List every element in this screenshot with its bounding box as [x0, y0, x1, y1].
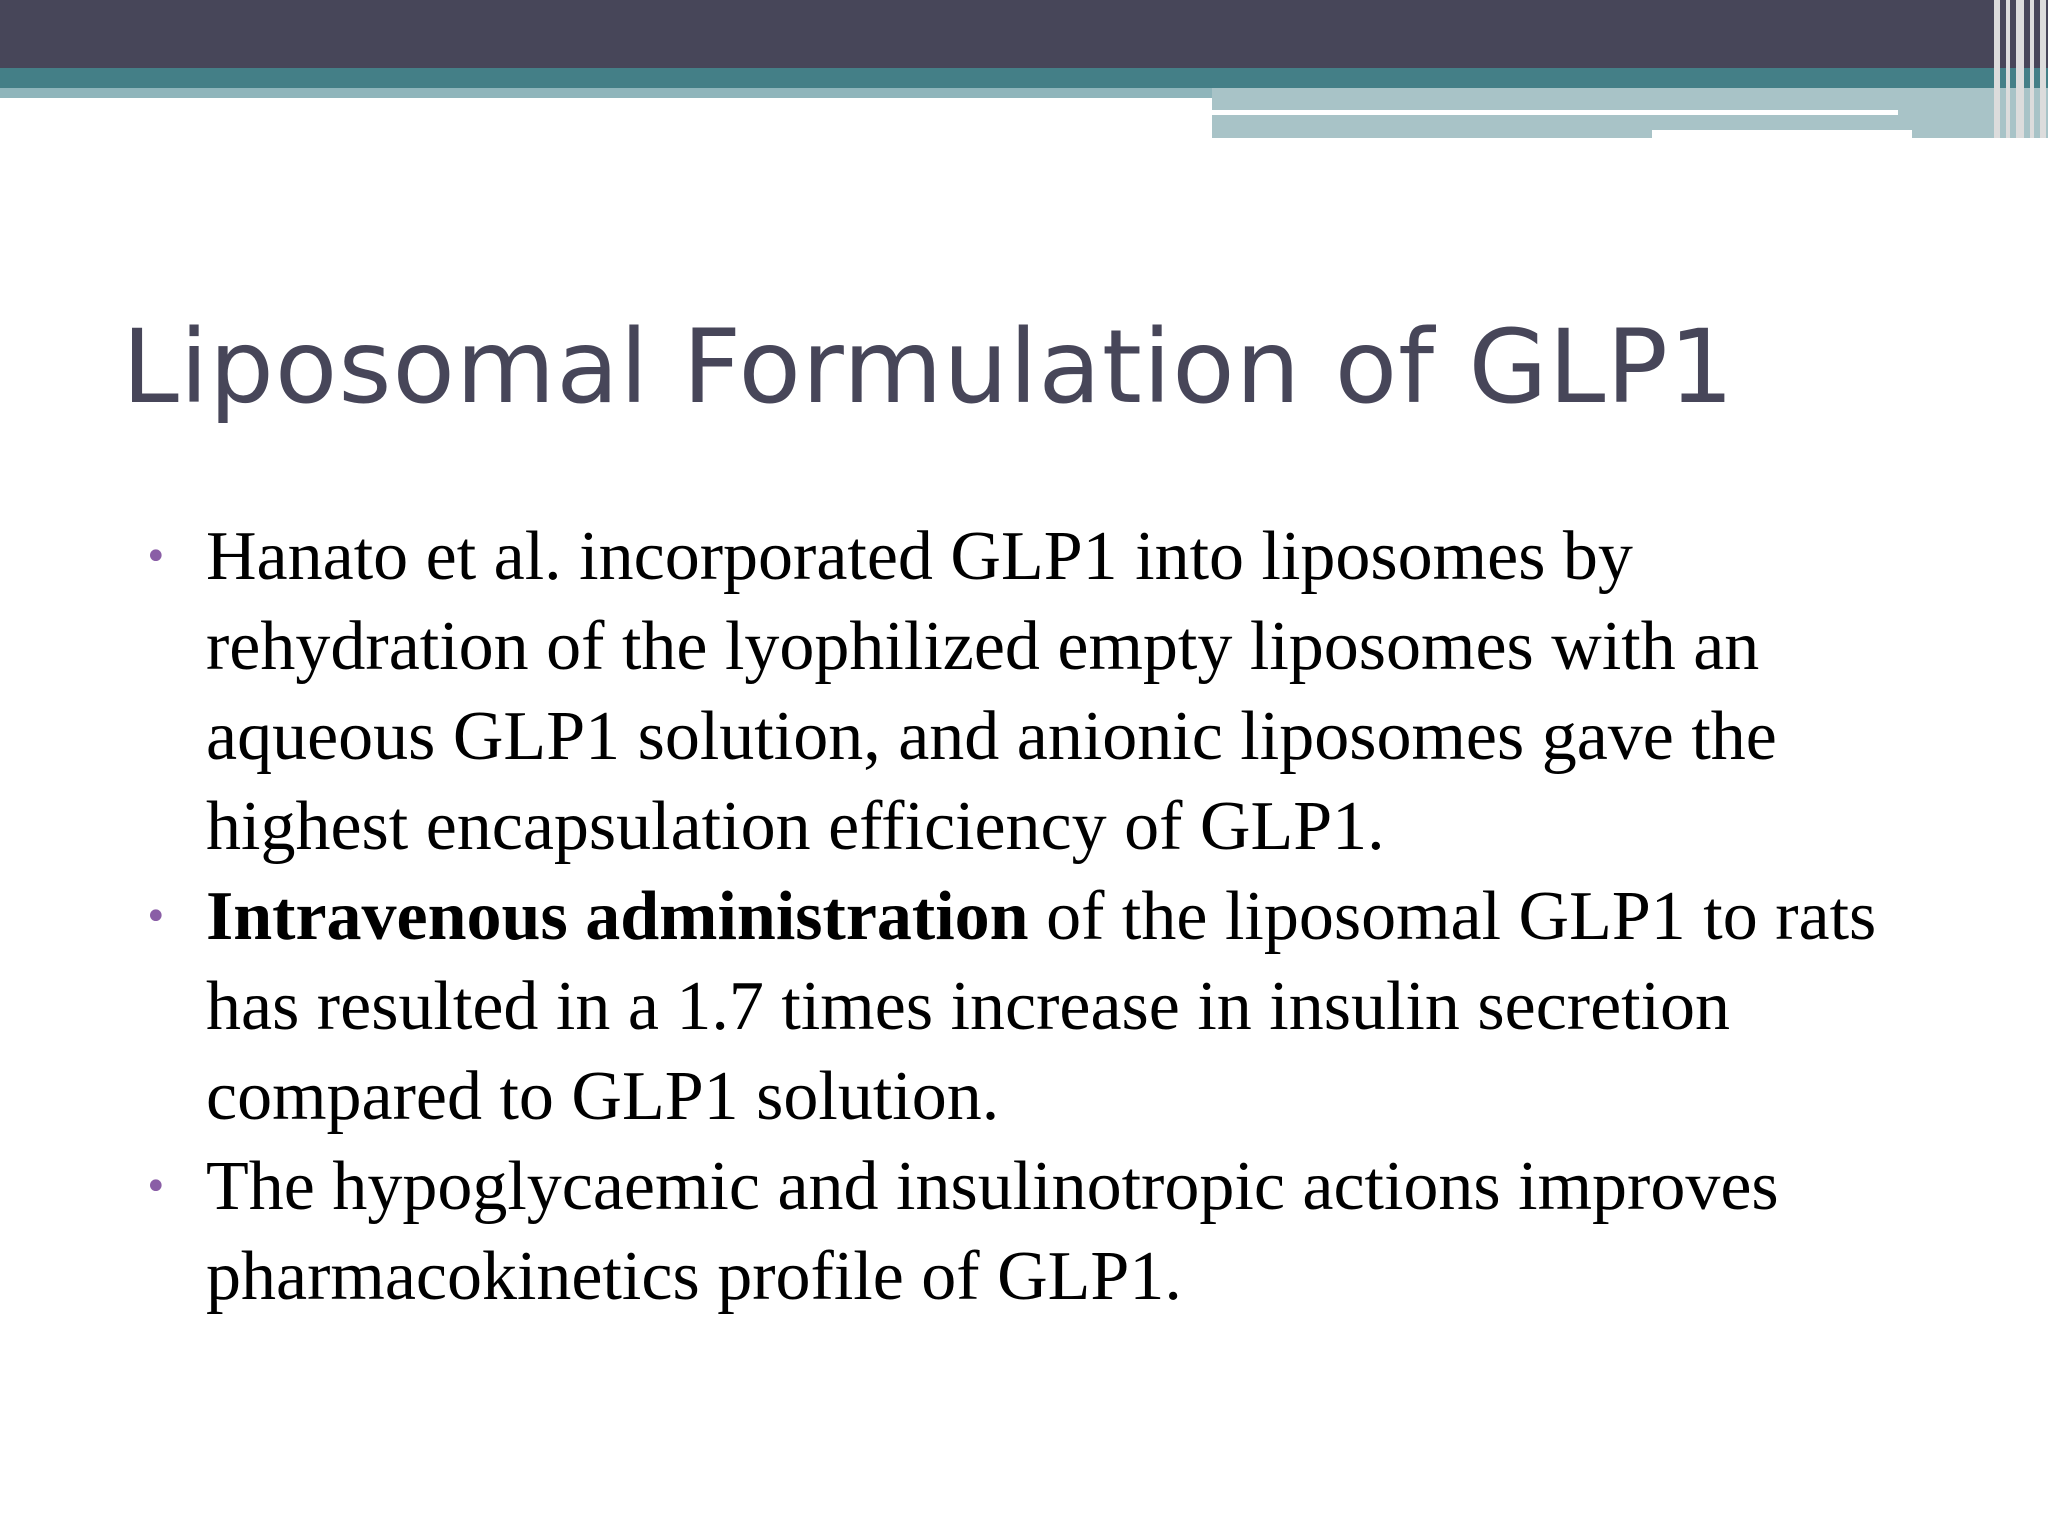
- header-right-stripes: [1988, 0, 2048, 138]
- bullet-icon: •: [144, 894, 168, 940]
- header-band-teal: [0, 68, 2048, 88]
- bullet-icon: •: [144, 1164, 168, 1210]
- header-band-dark: [0, 0, 2048, 68]
- bullet-item: [144, 512, 1944, 872]
- bullet-item: [144, 1142, 1944, 1322]
- bullet-list: [144, 512, 1944, 1322]
- slide-title: Liposomal Formulation of GLP1: [122, 308, 1735, 427]
- header-band-stripe: [1212, 110, 1898, 115]
- bullet-text: of the liposomal GLP1 to rats has resulted in a 1.7 times increase in insulin secretion compared to GLP1 solution.: [206, 878, 1877, 1135]
- bullet-icon: •: [144, 534, 168, 580]
- bullet-text: Hanato et al. incorporated GLP1 into liposomes by rehydration of the lyophilized empty liposomes with an aqueous GLP1 solution, and anionic liposomes gave the highest encapsulation efficiency of GLP1.: [206, 518, 1777, 865]
- bullet-text: The hypoglycaemic and insulinotropic actions improves pharmacokinetics profile of GLP1.: [206, 1148, 1779, 1315]
- header-band-stripe: [1652, 130, 1912, 138]
- bullet-bold-lead: Intravenous administration: [206, 878, 1029, 955]
- bullet-item: [144, 872, 1944, 1142]
- header-band-teal-light: [0, 88, 1212, 98]
